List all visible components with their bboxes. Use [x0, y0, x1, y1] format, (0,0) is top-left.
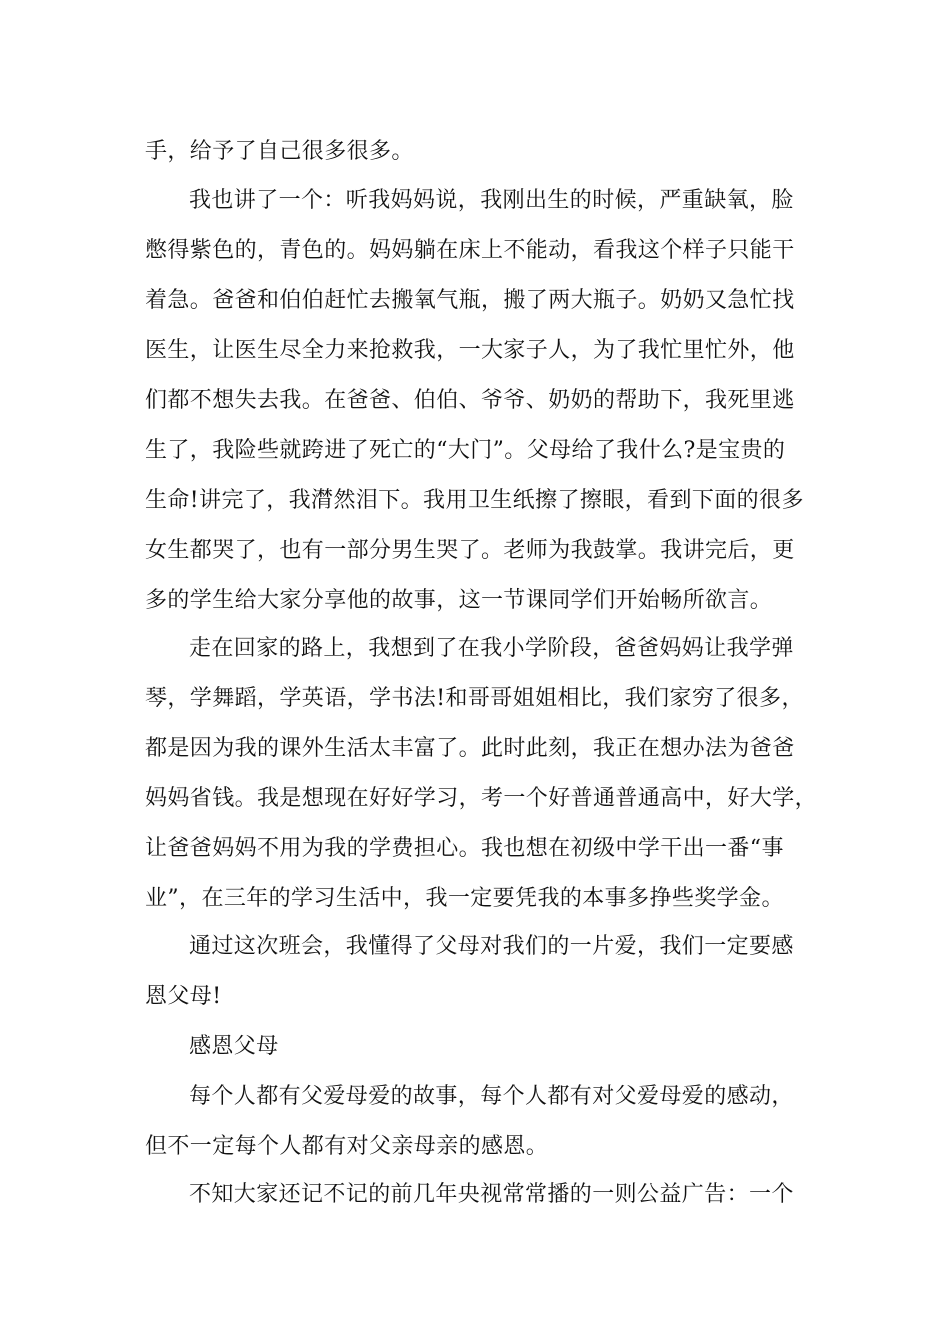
text-line: 业”，在三年的学习生活中，我一定要凭我的本事多挣些奖学金。: [145, 886, 784, 911]
text-line: 着急。爸爸和伯伯赶忙去搬氧气瓶，搬了两大瓶子。奶奶又急忙找: [145, 288, 795, 313]
text-line: 生了，我险些就跨进了死亡的“大门”。父母给了我什么?是宝贵的: [145, 438, 786, 463]
text-line: 琴，学舞蹈，学英语，学书法!和哥哥姐姐相比，我们家穷了很多，: [145, 686, 804, 711]
text-line: 但不一定每个人都有对父亲母亲的感恩。: [145, 1134, 549, 1159]
text-line: 们都不想失去我。在爸爸、伯伯、爷爷、奶奶的帮助下，我死里逃: [145, 388, 795, 413]
text-line: 恩父母!: [145, 984, 222, 1009]
text-line: 都是因为我的课外生活太丰富了。此时此刻，我正在想办法为爸爸: [145, 736, 795, 761]
text-line: 走在回家的路上，我想到了在我小学阶段，爸爸妈妈让我学弹: [189, 636, 794, 661]
text-line: 憋得紫色的，青色的。妈妈躺在床上不能动，看我这个样子只能干: [145, 238, 795, 263]
text-line: 每个人都有父爱母爱的故事，每个人都有对父爱母爱的感动，: [189, 1084, 794, 1109]
text-line: 手，给予了自己很多很多。: [145, 139, 414, 164]
section-heading: 感恩父母: [189, 1034, 279, 1059]
text-line: 不知大家还记不记的前几年央视常常播的一则公益广告：一个: [189, 1182, 794, 1207]
text-line: 医生，让医生尽全力来抢救我，一大家子人，为了我忙里忙外，他: [145, 338, 795, 363]
text-line: 女生都哭了，也有一部分男生哭了。老师为我鼓掌。我讲完后，更: [145, 538, 795, 563]
text-line: 多的学生给大家分享他的故事，这一节课同学们开始畅所欲言。: [145, 588, 773, 613]
text-line: 让爸爸妈妈不用为我的学费担心。我也想在初级中学干出一番“事: [145, 836, 784, 861]
text-line: 通过这次班会，我懂得了父母对我们的一片爱，我们一定要感: [189, 934, 794, 959]
text-line: 妈妈省钱。我是想现在好好学习，考一个好普通普通高中，好大学，: [145, 786, 818, 811]
text-line: 我也讲了一个：听我妈妈说，我刚出生的时候，严重缺氧，脸: [189, 188, 794, 213]
text-line: 生命!讲完了，我潸然泪下。我用卫生纸擦了擦眼，看到下面的很多: [145, 488, 804, 513]
